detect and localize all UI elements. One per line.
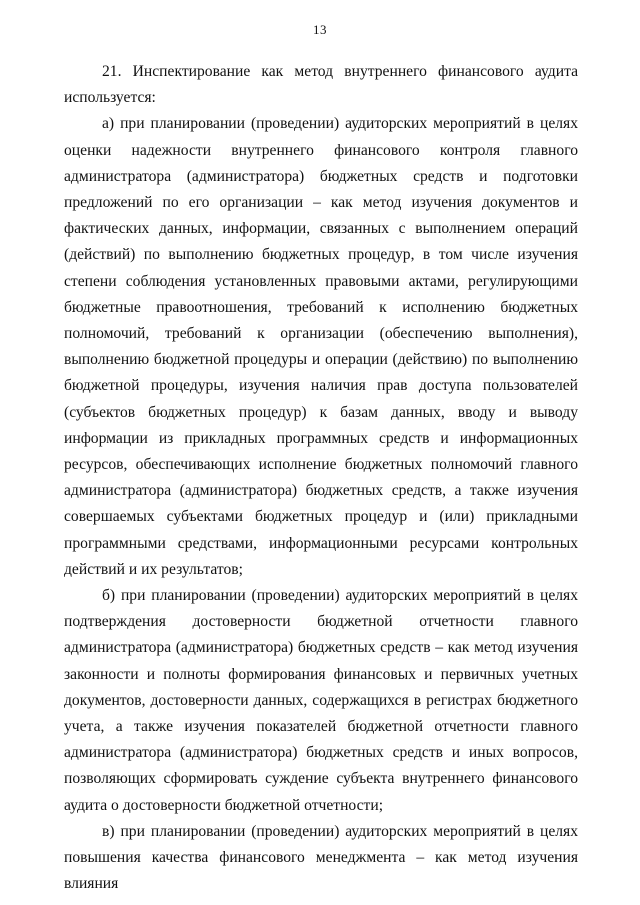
page-number: 13 — [313, 22, 327, 37]
paragraph-clause-21: 21. Инспектирование как метод внутреннего финансового аудита используется: — [64, 63, 578, 107]
paragraph-subitem-v: в) при планировании (проведении) аудиторских мероприятий в целях повышения качества финансового менеджмента – как метод изучения влияния — [64, 822, 578, 893]
paragraph-subitem-a: а) при планировании (проведении) аудиторских мероприятий в целях оценки надежности внутреннего финансового контроля главного администратора (администратора) бюджетных средств и подготовки предложений по его организации – как метод изучения документов и фактических данных, информации, связанных с выполнением операций (действий) по выполнению бюджетных процедур, в том числе изучения степени соблюдения установленных правовыми актами, регулирующими бюджетные правоотношения, требований к исполнению бюджетных полномочий, требований к организации (обеспечению выполнения), выполнению бюджетной процедуры и операции (действию) по выполнению бюджетной процедуры, изучения наличия прав доступа пользователей (субъектов бюджетных процедур) к базам данных, вводу и выводу информации из прикладных программных средств и информационных ресурсов, обеспечивающих исполнение бюджетных полномочий главного администратора (администратора) бюджетных средств, а также изучения совершаемых субъектами бюджетных процедур и (или) прикладными программными средствами, информационными ресурсами контрольных действий и их результатов; — [64, 115, 578, 578]
paragraph-subitem-b: б) при планировании (проведении) аудиторских мероприятий в целях подтверждения достоверности бюджетной отчетности главного администратора (администратора) бюджетных средств – как метод изучения законности и полноты формирования финансовых и первичных учетных документов, достоверности данных, содержащихся в регистрах бюджетного учета, а также изучения показателей бюджетной отчетности главного администратора (администратора) бюджетных средств и иных вопросов, позволяющих сформировать суждение субъекта внутреннего финансового аудита о достоверности бюджетной отчетности; — [64, 587, 578, 814]
document-body — [64, 59, 578, 898]
